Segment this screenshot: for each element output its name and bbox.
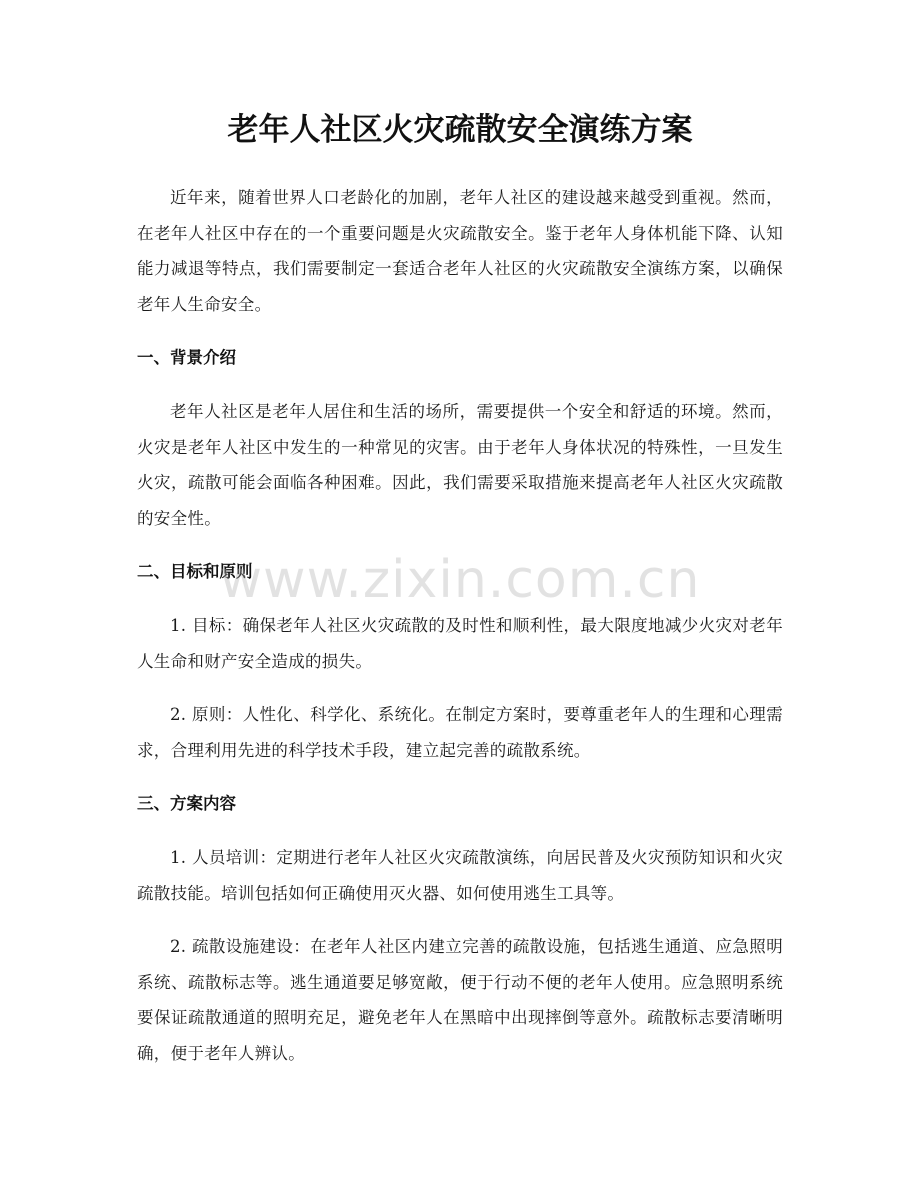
section-heading-goals: 二、目标和原则: [137, 562, 253, 581]
section-paragraph: 2. 疏散设施建设：在老年人社区内建立完善的疏散设施，包括逃生通道、应急照明系统、疏散标志等。逃生通道要足够宽敞，便于行动不便的老年人使用。应急照明系统要保证疏散通道的照明充足，避免老年人在黑暗中出现摔倒等意外。疏散标志要清晰明确，便于老年人辨认。: [137, 937, 783, 1063]
section-paragraph: 2. 原则：人性化、科学化、系统化。在制定方案时，要尊重老年人的生理和心理需求，合理利用先进的科学技术手段，建立起完善的疏散系统。: [137, 705, 783, 760]
section-paragraph: 1. 人员培训：定期进行老年人社区火灾疏散演练，向居民普及火灾预防知识和火灾疏散技能。培训包括如何正确使用灭火器、如何使用逃生工具等。: [137, 848, 783, 903]
document-title: 老年人社区火灾疏散安全演练方案: [227, 112, 693, 148]
section-paragraph: 1. 目标：确保老年人社区火灾疏散的及时性和顺利性，最大限度地减少火灾对老年人生命和财产安全造成的损失。: [137, 616, 783, 671]
section-heading-plan: 三、方案内容: [137, 794, 236, 813]
watermark: www.zixin.com.cn: [219, 550, 701, 610]
document-body: [137, 180, 783, 1071]
intro-paragraph: 近年来，随着世界人口老龄化的加剧，老年人社区的建设越来越受到重视。然而，在老年人社区中存在的一个重要问题是火灾疏散安全。鉴于老年人身体机能下降、认知能力减退等特点，我们需要制定一套适合老年人社区的火灾疏散安全演练方案，以确保老年人生命安全。: [137, 188, 783, 314]
section-paragraph: 老年人社区是老年人居住和生活的场所，需要提供一个安全和舒适的环境。然而，火灾是老年人社区中发生的一种常见的灾害。由于老年人身体状况的特殊性，一旦发生火灾，疏散可能会面临各种困难。因此，我们需要采取措施来提高老年人社区火灾疏散的安全性。: [137, 402, 783, 528]
section-heading-background: 一、背景介绍: [137, 348, 236, 367]
